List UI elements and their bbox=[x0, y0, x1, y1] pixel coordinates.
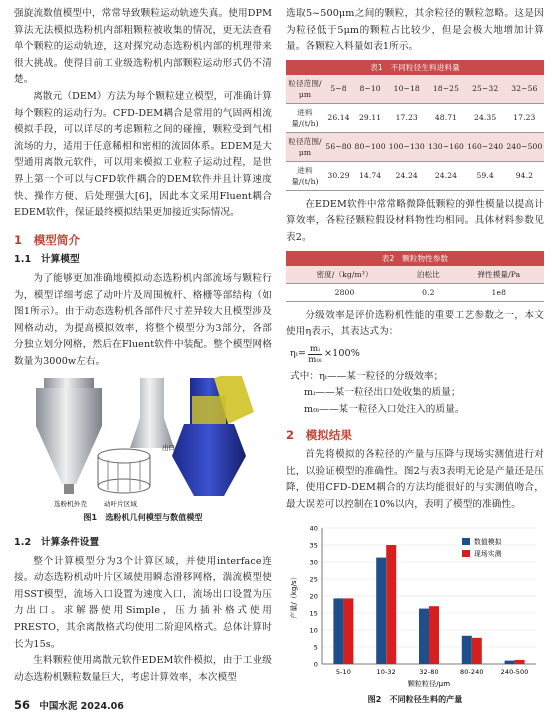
formula-denominator: m₀ᵢ bbox=[308, 355, 322, 366]
paragraph: 在EDEM软件中常常略微降低颗粒的弹性模量以提高计算效率，各粒径颗粒假设材料物性均相同。具体材料参数见表2。 bbox=[286, 198, 544, 243]
table-1 bbox=[286, 75, 544, 191]
y-tick-label: 40 bbox=[309, 524, 318, 532]
x-tick-label: 5-10 bbox=[335, 667, 351, 676]
bar-chart bbox=[286, 522, 544, 690]
table-cell: 160~240 bbox=[466, 132, 505, 161]
y-tick-label: 35 bbox=[309, 541, 318, 549]
efficiency-formula bbox=[290, 343, 544, 367]
table-cell: 0.2 bbox=[403, 283, 453, 301]
bar-simulation bbox=[376, 557, 386, 663]
y-tick-label: 15 bbox=[309, 609, 318, 617]
paragraph: 强旋流数值模型中，常常导致颗粒运动轨迹失真。使用DPM算法无法模拟选粉机内部粗颗粒被收集的情况，更无法查看单个颗粒的运动轨迹，这对探究动态选粉机内部的机理带来很大挑战。使得目前工业级选粉机内部颗粒运动形式仍不清楚。 bbox=[14, 8, 272, 86]
paragraph: 离散元（DEM）方法为每个颗粒建立模型，可准确计算每个颗粒的运动行为。CFD-DEM耦合是常用的气固两相流模拟手段，可以详尽的考虑颗粒之间的碰撞，颗粒受到气相流场的力，适用于任意稀相和密相的流固体系。EDEM是大型通用离散元软件，可以用来模拟工业粒子运动过程，是世界上第一个可以与CFD软件耦合的DEM软件并且计算速度快、操作方便、后处理强大[6]，因此本文采用Fluent耦合EDEM软件，保证最终模拟结果更加接近实际情况。 bbox=[14, 90, 272, 219]
subsection-heading: 1.1 计算模型 bbox=[14, 254, 80, 266]
table-cell: 14.74 bbox=[353, 161, 387, 190]
figure-2-chart bbox=[286, 522, 544, 690]
x-tick-label: 240-500 bbox=[500, 667, 529, 676]
model-illustration bbox=[14, 376, 272, 508]
definition: m₀ᵢ——某一粒径入口处注入的质量。 bbox=[304, 403, 465, 415]
section-heading: 2 模拟结果 bbox=[286, 427, 353, 442]
y-tick-label: 25 bbox=[309, 575, 318, 583]
paragraph: 选取5~500μm之间的颗粒，其余粒径的颗粒忽略。这是因为粒径低于5μm的颗粒占比较少，但是会极大地增加计算量。各颗粒入料量如表1所示。 bbox=[286, 8, 544, 53]
table-header: 密度/（kg/m³） bbox=[286, 266, 403, 284]
table-cell: 25~32 bbox=[466, 75, 505, 104]
formula-tail: ×100% bbox=[324, 348, 360, 360]
left-column bbox=[14, 6, 272, 686]
figure-caption: 图2 不同粒径生料的产量 bbox=[367, 694, 463, 704]
legend-label: 数值模拟 bbox=[474, 537, 502, 546]
table-cell: 1e8 bbox=[454, 283, 544, 301]
mesh-model bbox=[172, 376, 254, 496]
table-cell: 80~100 bbox=[353, 132, 387, 161]
paragraph: 生料颗粒使用离散元软件EDEM软件模拟，由于工业级动态选粉机颗粒数量巨大，考虑计算效率，本次模型 bbox=[14, 655, 272, 683]
table-cell: 24.24 bbox=[426, 161, 465, 190]
table-cell: 56~80 bbox=[324, 132, 353, 161]
x-tick-label: 10-32 bbox=[376, 667, 396, 676]
table-header: 弹性模量/Pa bbox=[454, 266, 544, 284]
paragraph: 整个计算模型分为3个计算区域，并使用interface连接。动态选粉机动叶片区域使用瞬态滑移网格，湍流模型使用SST模型，流场入口设置为速度入口，流场出口设置为压力出口。求解器使用Simple，压力插补格式使用PRESTO，其余离散格式均使用二阶迎风格式。总体计算时长为15s。 bbox=[14, 555, 272, 650]
bar-simulation bbox=[505, 660, 515, 663]
y-tick-label: 30 bbox=[309, 558, 318, 566]
definition: mᵢ——某一粒径出口处收集的质量； bbox=[304, 387, 461, 399]
table-cell: 48.71 bbox=[426, 103, 465, 132]
row-label: 粒径范围/μm bbox=[286, 75, 324, 104]
y-tick-label: 5 bbox=[313, 643, 318, 651]
journal-name: 中国水泥 2024.06 bbox=[39, 701, 124, 712]
subsection-heading: 1.2 计算条件设置 bbox=[14, 537, 100, 549]
bar-measured bbox=[343, 598, 353, 664]
bar-measured bbox=[429, 606, 439, 664]
page-number: 56 bbox=[14, 698, 31, 712]
formula-numerator: mᵢ bbox=[310, 344, 321, 355]
table-cell: 94.2 bbox=[505, 161, 544, 190]
table-cell: 30.29 bbox=[324, 161, 353, 190]
table-row bbox=[286, 103, 544, 132]
right-column bbox=[286, 6, 544, 708]
x-tick-label: 32-80 bbox=[419, 667, 439, 676]
table-cell: 17.23 bbox=[505, 103, 544, 132]
paragraph: 分级效率是评价选粉机性能的重要工艺参数之一，本文使用η表示，其表达式为： bbox=[286, 309, 544, 338]
table-cell: 24.24 bbox=[387, 161, 426, 190]
table-caption: 表1 不同粒径生料进料量 bbox=[286, 60, 544, 75]
fig1-label: 选粉机外壳 bbox=[54, 500, 87, 509]
table-cell: 240~500 bbox=[505, 132, 544, 161]
table-cell: 10~18 bbox=[387, 75, 426, 104]
section-heading: 1 模型简介 bbox=[14, 232, 81, 247]
bar-simulation bbox=[462, 635, 472, 663]
table-cell: 59.4 bbox=[466, 161, 505, 190]
row-label: 进料量/(t/h) bbox=[286, 161, 324, 190]
row-label: 进料量/(t/h) bbox=[286, 103, 324, 132]
row-label: 粒径范围/μm bbox=[286, 132, 324, 161]
legend-swatch bbox=[462, 550, 470, 557]
table-header: 泊松比 bbox=[403, 266, 453, 284]
table-cell: 8~10 bbox=[353, 75, 387, 104]
table-cell: 2800 bbox=[286, 283, 403, 301]
figure-1 bbox=[14, 376, 272, 508]
bar-measured bbox=[386, 545, 396, 664]
table-row bbox=[286, 161, 544, 190]
bar-simulation bbox=[333, 598, 343, 664]
y-tick-label: 0 bbox=[313, 660, 318, 668]
legend-label: 现场实测 bbox=[474, 549, 502, 558]
table-cell: 100~130 bbox=[387, 132, 426, 161]
table-cell: 5~8 bbox=[324, 75, 353, 104]
outlet-model bbox=[130, 378, 174, 448]
bar-measured bbox=[515, 659, 525, 663]
fig1-label: 出口 bbox=[162, 444, 176, 453]
formula-fraction bbox=[308, 344, 322, 365]
x-tick-label: 80-240 bbox=[459, 667, 484, 676]
bar-simulation bbox=[419, 608, 429, 663]
paragraph: 首先将模拟的各粒径的产量与压降与现场实测值进行对比，以验证模型的准确性。图2与表3表明无论是产量还是压降，使用CFD-DEM耦合的方法均能很好的与实测值吻合，最大误差可以控制在10%以内，表明了模型的准确性。 bbox=[286, 449, 544, 510]
fig1-label: 动叶片区域 bbox=[104, 500, 137, 509]
table-cell: 32~56 bbox=[505, 75, 544, 104]
x-axis-label: 颗粒粒径/μm bbox=[407, 679, 451, 688]
table-row bbox=[286, 132, 544, 161]
legend-swatch bbox=[462, 538, 470, 545]
housing-model bbox=[36, 378, 102, 494]
table-cell: 26.14 bbox=[324, 103, 353, 132]
table-caption: 表2 颗粒物性参数 bbox=[286, 251, 544, 266]
formula-lhs: ηᵢ= bbox=[290, 348, 307, 360]
definition: 式中：ηᵢ——某一粒径的分级效率； bbox=[290, 370, 444, 382]
y-tick-label: 10 bbox=[309, 626, 318, 634]
y-axis-label: 产量/（kg/s） bbox=[290, 572, 298, 619]
table-cell: 17.23 bbox=[387, 103, 426, 132]
table-2 bbox=[286, 266, 544, 302]
y-tick-label: 20 bbox=[309, 592, 318, 600]
bar-measured bbox=[472, 637, 482, 663]
table-cell: 29.11 bbox=[353, 103, 387, 132]
paragraph: 为了能够更加准确地模拟动态选粉机内部流场与颗粒行为，模型详细考虑了动叶片及周围梳杆、格栅等部结构（如图1所示）。由于动态选粉机各部件尺寸差异较大且模型涉及网格动动，为提高模拟效率，将整个模型分为3部分，各部分独立划分网格，然后在Fluent软件中装配。整个模型网格数量为3000w左右。 bbox=[14, 272, 272, 367]
table-cell: 24.35 bbox=[466, 103, 505, 132]
figure-caption: 图1 选粉机几何模型与数值模型 bbox=[83, 513, 203, 523]
table-cell: 18~25 bbox=[426, 75, 465, 104]
table-row bbox=[286, 75, 544, 104]
page-footer bbox=[14, 698, 124, 712]
table-cell: 130~160 bbox=[426, 132, 465, 161]
rotor-cage-model bbox=[98, 449, 150, 493]
